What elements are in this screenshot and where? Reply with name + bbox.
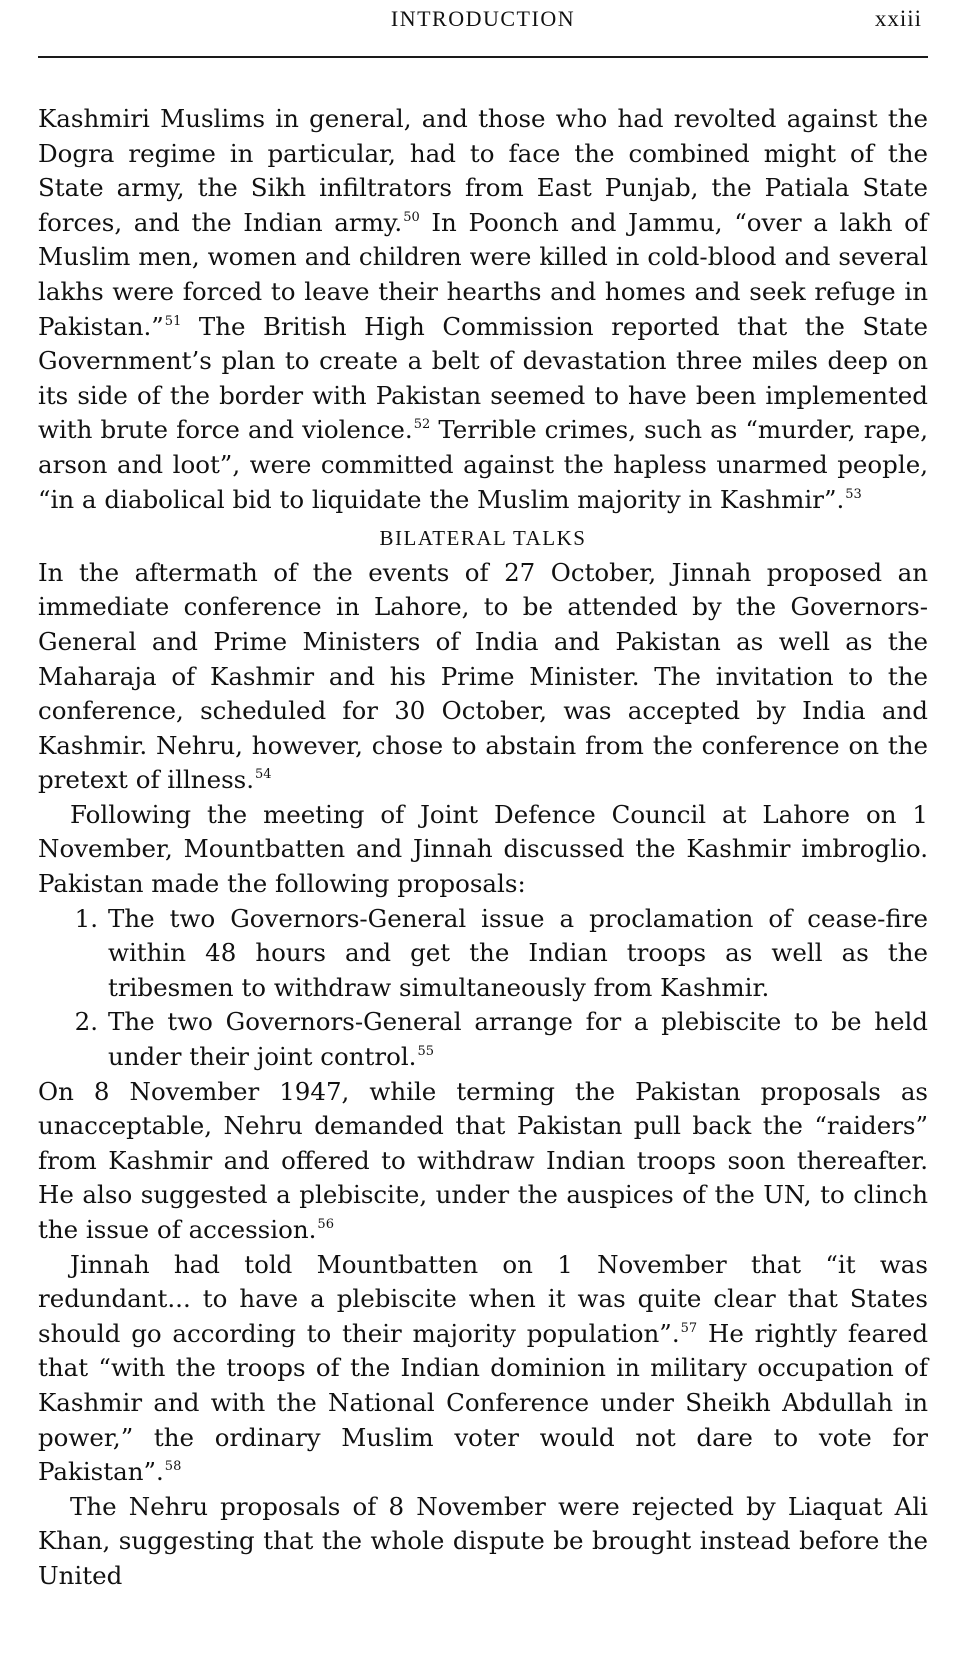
body-text xyxy=(38,102,928,1594)
list-item-text xyxy=(108,902,928,1006)
text-run: On 8 November 1947, while terming the Pakistan proposals as unacceptable, Nehru demanded that Pakistan pull back the “raiders” from Kashmir and offered to withdraw Indian troops soon thereafter. He also suggested a plebiscite, under the auspices of the UN, to clinch the issue of accession. xyxy=(38,1076,928,1244)
paragraph-6 xyxy=(38,1490,928,1594)
paragraph-3 xyxy=(38,798,928,902)
text-run: The Nehru proposals of 8 November were rejected by Liaquat Ali Khan, suggesting that the whole dispute be brought instead before the United xyxy=(38,1491,928,1590)
footnote-ref: 52 xyxy=(413,417,431,433)
proposal-list xyxy=(38,902,928,1075)
footnote-ref: 56 xyxy=(317,1217,334,1232)
footnote-ref: 54 xyxy=(255,767,272,783)
footnote-ref: 50 xyxy=(403,209,420,225)
footnote-ref: 57 xyxy=(680,1320,698,1336)
text-run: In the aftermath of the events of 27 October, Jinnah proposed an immediate conference in Lahore, to be attended by the Governors-General and Prime Ministers of India and Pakistan as well as the Maharaja of Kashmir and his Prime Minister. The invitation to the conference, scheduled for 30 October, was accepted by India and Kashmir. Nehru, however, chose to abstain from the conference on the pretext of illness. xyxy=(38,557,928,795)
text-run: The two Governors-General issue a proclamation of cease-fire within 48 hours and get the Indian troops as well as the tribesmen to withdraw simultaneously from Kashmir. xyxy=(108,903,928,1002)
text-run: Following the meeting of Joint Defence Council at Lahore on 1 November, Mountbatten and Jinnah discussed the Kashmir imbroglio. Pakistan made the following proposals: xyxy=(38,799,928,899)
paragraph-4 xyxy=(38,1075,928,1248)
footnote-ref: 55 xyxy=(417,1044,435,1060)
paragraph-5 xyxy=(38,1248,928,1490)
list-item xyxy=(38,1005,928,1074)
page-number: xxiii xyxy=(874,6,922,31)
list-item xyxy=(38,902,928,1006)
text-run: The British High Commission reported that the State Government’s plan to create a belt of devastation three miles deep on its side of the border with Pakistan seemed to have been implemented with brute force and violence. xyxy=(38,311,928,445)
running-header xyxy=(38,0,928,58)
footnote-ref: 53 xyxy=(845,486,862,502)
text-run: Terrible crimes, such as “murder, rape, arson and loot”, were committed against the hapless unarmed people, “in a diabolical bid to liquidate the Muslim majority in Kashmir”. xyxy=(38,415,928,514)
paragraph-2 xyxy=(38,556,928,798)
running-title: INTRODUCTION xyxy=(390,6,576,31)
section-heading: BILATERAL TALKS xyxy=(379,526,587,551)
text-run: Jinnah had told Mountbatten on 1 November that “it was redundant... to have a plebiscite when it was quite clear that States should go according to their majority population”. xyxy=(38,1249,928,1348)
text-run: He rightly feared that “with the troops of the Indian dominion in military occupation of Kashmir and with the National Conference under Sheikh Abdullah in power,” the ordinary Muslim voter would not dare to vote for Pakistan”. xyxy=(38,1318,929,1487)
text-run: In Poonch and Jammu, “over a lakh of Muslim men, women and children were killed in cold-blood and several lakhs were forced to leave their hearths and homes and seek refuge in Pakistan.” xyxy=(38,207,928,341)
text-run: The two Governors-General arrange for a plebiscite to be held under their joint control. xyxy=(108,1007,928,1072)
list-item-text xyxy=(108,1005,928,1074)
text-run: Kashmiri Muslims in general, and those who had revolted against the Dogra regime in particular, had to face the combined might of the State army, the Sikh infiltrators from East Punjab, the Patiala State forces, and the Indian army. xyxy=(38,104,928,237)
list-number: 1. xyxy=(74,903,98,933)
footnote-ref: 58 xyxy=(164,1459,182,1475)
footnote-ref: 51 xyxy=(164,313,182,329)
paragraph-1 xyxy=(38,102,928,517)
list-number: 2. xyxy=(74,1007,98,1037)
